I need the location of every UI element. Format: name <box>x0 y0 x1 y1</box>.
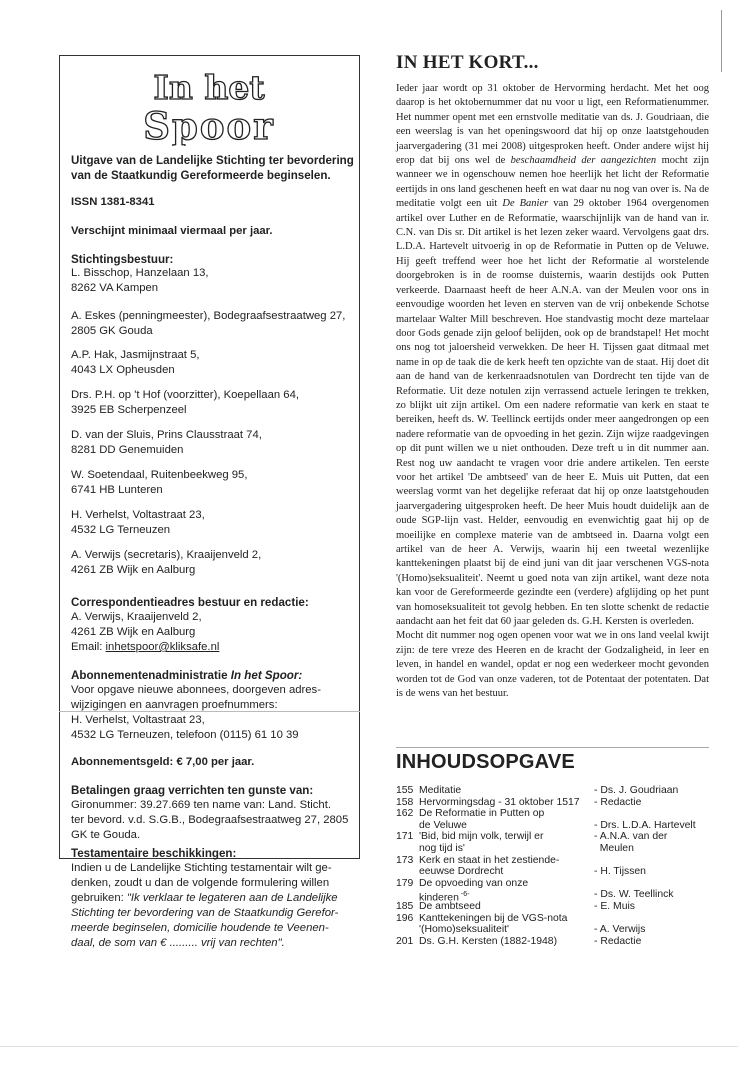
member-line: 8281 DD Genemuiden <box>71 444 184 456</box>
member-line: 4532 LG Terneuzen <box>71 524 171 536</box>
toc-page: 162 <box>396 808 414 820</box>
testament-italic: Stichting ter bevordering van de Staatkundig Gerefor- <box>71 907 339 919</box>
correspondence-heading: Correspondentieadres bestuur en redactie: <box>71 596 309 609</box>
toc-page: 179 <box>396 877 414 889</box>
member-line: 2805 GK Gouda <box>71 325 153 337</box>
toc-title: INHOUDSOPGAVE <box>396 751 575 773</box>
toc-author: - Ds. J. Goudriaan <box>594 785 679 796</box>
toc-title-label: '(Homo)seksualiteit' <box>419 924 510 936</box>
board-member <box>71 468 356 498</box>
board-member <box>71 508 356 538</box>
toc-author: - H. Tijssen <box>594 866 646 878</box>
toc-page: 173 <box>396 854 414 866</box>
in-het-spoor-logo <box>118 64 300 146</box>
text: mocht zijn wanneer we in ogenschouw nemen hoe heerlijk het licht der Reformatie eertijds in ons land geschenen heeft en wat daar nu nog van over is. Na de meditatie volgt een uit <box>396 155 709 210</box>
address-line: 4261 ZB Wijk en Aalburg <box>71 626 196 638</box>
toc-author: - E. Muis <box>594 901 635 912</box>
paragraph: Mocht dit nummer nog ogen openen voor wat we in ons land veelal kwijt zijn: de tere vreze des Heeren en de kracht der Godzaligheid, in leer en leven, in handel en wandel, opdat er nog een wederkeer mocht gevonden worden tot de God van onze vaderen, tot de Potentaat der potentaten. Dat is de wens van het bestuur. <box>396 630 709 700</box>
subscription-admin-heading <box>71 668 356 683</box>
board-member <box>71 348 356 378</box>
admin-line: wijzigingen en aanvragen proefnummers: <box>71 699 278 711</box>
board-member <box>71 309 356 339</box>
toc-author: - Ds. W. Teellinck <box>594 889 674 901</box>
toc-title-label: De opvoeding van onze <box>419 877 529 889</box>
toc-title-label: Meditatie <box>419 785 462 796</box>
page-bottom-line <box>0 1046 738 1047</box>
member-line: 4043 LX Opheusden <box>71 364 175 376</box>
toc-author: - A. Verwijs <box>594 924 646 936</box>
toc-superscript: -6- <box>460 891 470 899</box>
member-line: 3925 EB Scherpenzeel <box>71 404 187 416</box>
testament-line <box>71 921 356 936</box>
admin-line: 4532 LG Terneuzen, telefoon (0115) 61 10 39 <box>71 729 299 741</box>
subscription-fee: Abonnementsgeld: € 7,00 per jaar. <box>71 756 255 768</box>
svg-text:In het: In het <box>153 68 265 107</box>
subscription-admin-block <box>71 668 356 743</box>
admin-line: Voor opgave nieuwe abonnees, doorgeven adres- <box>71 684 321 696</box>
admin-line: H. Verhelst, Voltastraat 23, <box>71 714 205 726</box>
toc-title-text <box>419 935 587 948</box>
toc-title-label: 'Bid, bid mijn volk, terwijl er <box>419 831 544 843</box>
toc-title-label: nog tijd is' <box>419 843 465 854</box>
member-line: 8262 VA Kampen <box>71 282 159 294</box>
toc-title-label: Ds. G.H. Kersten (1882-1948) <box>419 935 558 947</box>
board-member <box>71 428 356 458</box>
correspondence-block <box>71 595 356 655</box>
toc-author: - Drs. L.D.A. Hartevelt <box>594 819 696 831</box>
toc-author: - Redactie <box>594 935 642 947</box>
member-line: A.P. Hak, Jasmijnstraat 5, <box>71 349 200 361</box>
publisher-subtitle: Uitgave van de Landelijke Stichting ter bevordering van de Staatkundig Gereformeerde beginselen. <box>71 154 354 182</box>
member-line: H. Verhelst, Voltastraat 23, <box>71 509 205 521</box>
member-line: L. Bisschop, Hanzelaan 13, <box>71 267 209 279</box>
toc-author: - Redactie <box>594 796 642 808</box>
toc-author: - A.N.A. van der <box>594 831 668 843</box>
testament-block <box>71 846 356 951</box>
toc-title-label: eeuwse Dordrecht <box>419 866 504 878</box>
testament-heading: Testamentaire beschikkingen: <box>71 847 237 860</box>
board-member <box>71 388 356 418</box>
svg-text:Spoor: Spoor <box>143 104 275 146</box>
email-link[interactable]: inhetspoor@kliksafe.nl <box>105 641 220 653</box>
testament-text: gebruiken: <box>71 892 127 904</box>
toc-title-label: de Veluwe <box>419 819 467 831</box>
member-line: 4261 ZB Wijk en Aalburg <box>71 564 196 576</box>
heading-italic: In het Spoor: <box>230 669 303 682</box>
toc-page: 171 <box>396 831 414 843</box>
payment-line: GK te Gouda. <box>71 829 141 841</box>
member-line: A. Eskes (penningmeester), Bodegraafsestraatweg 27, <box>71 310 346 322</box>
testament-line <box>71 906 356 921</box>
testament-italic: "Ik verklaar te legateren aan de Landelijke <box>126 892 338 904</box>
testament-italic: daal, de som van € ......... vrij van rechten". <box>71 937 285 949</box>
member-line: A. Verwijs (secretaris), Kraaijenveld 2, <box>71 549 262 561</box>
italic-text: beschaamdheid der aangezichten <box>510 155 657 167</box>
toc-title-label: De Reformatie in Putten op <box>419 808 545 820</box>
board-heading: Stichtingsbestuur: <box>71 253 174 266</box>
in-het-kort-title: IN HET KORT... <box>396 52 539 73</box>
frequency: Verschijnt minimaal viermaal per jaar. <box>71 225 273 237</box>
email-label: Email: <box>71 641 106 653</box>
toc-author: Meulen <box>594 843 634 854</box>
heading-text: Abonnementenadministratie <box>71 669 231 682</box>
italic-text: De Banier <box>502 198 549 210</box>
address-line: A. Verwijs, Kraaijenveld 2, <box>71 611 202 623</box>
text: Ieder jaar wordt op 31 oktober de Hervorming herdacht. Met het oog daarop is het oktobernummer dat nu voor u ligt, een Reformatienummer. Het nummer opent met een ernstvolle meditatie van ds. J. Goudriaan, die een weerslag is van het openingswoord dat hij op onze laatstgehouden jaarvergadering (31 mei 2008) uitgesproken heeft. Onder andere wijst hij erop dat bij ons wel de <box>396 83 709 167</box>
toc-title-label: Hervormingsdag - 31 oktober 1517 <box>419 796 580 808</box>
payment-line: Gironummer: 39.27.669 ten name van: Land. Sticht. <box>71 799 331 811</box>
payments-heading: Betalingen graag verrichten ten gunste van: <box>71 784 314 797</box>
board-member <box>71 266 356 296</box>
member-line: D. van der Sluis, Prins Clausstraat 74, <box>71 429 262 441</box>
toc-title-label: Kerk en staat in het zestiende- <box>419 854 560 866</box>
payments-block <box>71 783 356 843</box>
testament-line: Indien u de Landelijke Stichting testamentair wilt ge- <box>71 862 332 874</box>
email-line <box>71 640 356 655</box>
toc-title-label: De ambtseed <box>419 901 481 912</box>
toc-page: 158 <box>396 796 414 808</box>
toc-page: 185 <box>396 901 414 912</box>
testament-line <box>71 936 356 951</box>
issn: ISSN 1381-8341 <box>71 196 155 208</box>
member-line: 6741 HB Lunteren <box>71 484 163 496</box>
toc-page: 201 <box>396 935 414 947</box>
section-divider <box>59 711 360 712</box>
member-line: Drs. P.H. op 't Hof (voorzitter), Koepellaan 64, <box>71 389 299 401</box>
testament-line: denken, zoudt u dan de volgende formulering willen <box>71 877 330 889</box>
toc-page: 196 <box>396 912 414 924</box>
testament-line <box>71 891 356 906</box>
testament-italic: meerde beginselen, domicilie houdende te Veenen- <box>71 922 329 934</box>
payment-line: ter bevord. v.d. S.G.B., Bodegraafsestraatweg 27, 2805 <box>71 814 349 826</box>
toc-title-label: Kanttekeningen bij de VGS-nota <box>419 912 568 924</box>
page-edge-line <box>721 10 722 72</box>
text: van 29 oktober 1964 overgenomen artikel over Luther en de Reformatie, waarschijnlijk van de hand van ir. C.N. van Dis sr. Dit artikel is het lezen zeker waard. Vervolgens gaat drs. L.D.A. Hartevelt uitvoerig in op de Reformatie in Putten op de Veluwe. Hij geeft treffend weer hoe het licht der Reformatie al worstelende doorgebroken is in de roomse duisternis, waarin destijds ook Putten verkeerde. Daarnaast heeft de heer A.N.A. van der Meulen voor ons in eenvoudige woorden het leven en sterven van de vrij onbekende Schotse martelaar Walter Mill beschreven. Hoe standvastig mocht deze martelaar door Gods genade zijn geloof belijden, ook op de brandstapel! Het mocht ons nog tot jaloersheid verwekken. De heer H. Tijssen gaat ditmaal met name in op de taak die de kerk heeft ten opzichte van de staat. Hij doet dit aan de hand van de kerkenraadsnotulen van Dordrecht ten tijde van de Reformatie. Uit deze notulen zijn verrassend actuele leringen te trekken, zo blijkt uit zijn artikel. Om een nadere reformatie van kerk en staat te bereiken, heeft ds. W. Teellinck eertijds onder meer aangedrongen op een nadere reformatie van de opvoeding in het gezin. Zijn wijze raadgevingen op dit punt willen we u niet onthouden. Deze treft u in dit nummer aan. Rest nog uw aandacht te vragen voor drie andere artikelen. Ten eerste voor het artikel 'De ambtseed' van de heer E. Muis uit Putten, dat een weerslag vormt van het degelijke referaat dat hij op onze laatstgehouden jaarvergadering uitgesproken heeft. De heer Muis houdt duidelijk aan de oude SGP-lijn vast. Helder, eenvoudig en evenwichtig gaat hij op de moeilijke en complexe materie van de ambtseed in. Daarna volgt een artikel van de heer A. Verwijs, waarin hij een tweetal wezenlijke kanttekeningen plaatst bij de eind juni van dit jaar verschenen VGS-nota '(Homo)seksualiteit'. Neemt u goed nota van zijn artikel, want deze nota kan voor de Gereformeerde gezindte een (verdere) afglijding op het punt van homoseksualiteit tot gevolg hebben. En ten slotte schenkt de redactie aandacht aan het feit dat 60 jaar geleden ds. G.H. Kersten is overleden. <box>396 198 709 628</box>
board-member <box>71 548 356 578</box>
member-line: W. Soetendaal, Ruitenbeekweg 95, <box>71 469 248 481</box>
paragraph <box>396 82 709 629</box>
in-het-kort-body <box>396 82 709 701</box>
toc-title-label: kinderen <box>419 892 459 904</box>
toc-divider <box>396 747 709 748</box>
toc-page: 155 <box>396 785 414 796</box>
